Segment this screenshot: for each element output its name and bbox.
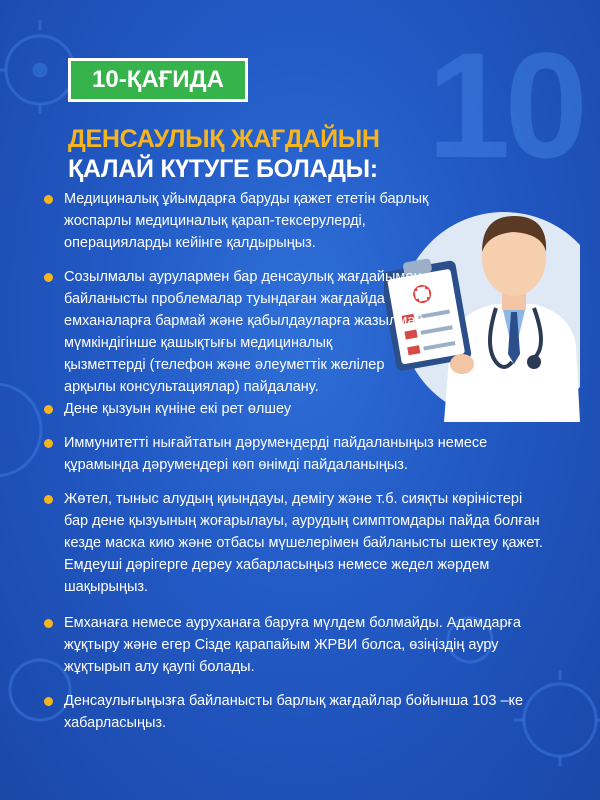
list-item: Денсаулығыңызға байланысты барлық жағдайлар бойынша 103 –ке хабарласыңыз. [44,690,523,734]
bullet-icon [44,273,53,282]
bullet-icon [44,495,53,504]
list-item: Дене қызуын күніне екі рет өлшеу [44,398,291,420]
page-title [68,124,380,184]
list-item: Созылмалы аурулармен бар денсаулық жағдайымен байланысты проблемалар туындаған жағдайда емханаларға бармай және қабылдауларға жазылмай мүмкіндігінше қашықтығы медициналық қызметтерді (телефон және әлеуметтік желілер арқылы консультациялар) пайдалану. [44,266,423,398]
bullet-icon [44,405,53,414]
bullet-icon [44,697,53,706]
title-line-2: ҚАЛАЙ КҮТУГЕ БОЛАДЫ: [68,155,378,183]
rule-badge: 10-ҚАҒИДА [68,58,248,102]
list-item: Медициналық ұйымдарға баруды қажет ететін барлық жоспарлы медициналық қарап-тексерулерді, операцияларды кейінге қалдырыңыз. [44,188,428,254]
list-item: Емханаға немесе ауруханаға баруға мүлдем болмайды. Адамдарға жұқтыру және егер Сізде қарапайым ЖРВИ болса, өзіңіздің ауру жұқтырып алу қаупі болады. [44,612,521,678]
list-item: Жөтел, тыныс алудың қиындауы, демігу және т.б. сияқты көріністері бар дене қызуының жоғарылауы, аурудың симптомдары пайда болған кезде маска кию және отбасы мүшелерімен байланысты шектеу қажет. Емдеуші дәрігерге дереу хабарласыңыз немесе жедел жәрдем шақырыңыз. [44,488,543,598]
list-item: Иммунитетті нығайтатын дәрумендерді пайдаланыңыз немесе құрамында дәрумендері көп өнімді пайдаланыңыз. [44,432,487,476]
bullet-icon [44,619,53,628]
bullet-icon [44,439,53,448]
bullet-icon [44,195,53,204]
title-line-1: ДЕНСАУЛЫҚ ЖАҒДАЙЫН [68,125,380,153]
rule-number-watermark: 10 [427,21,582,189]
